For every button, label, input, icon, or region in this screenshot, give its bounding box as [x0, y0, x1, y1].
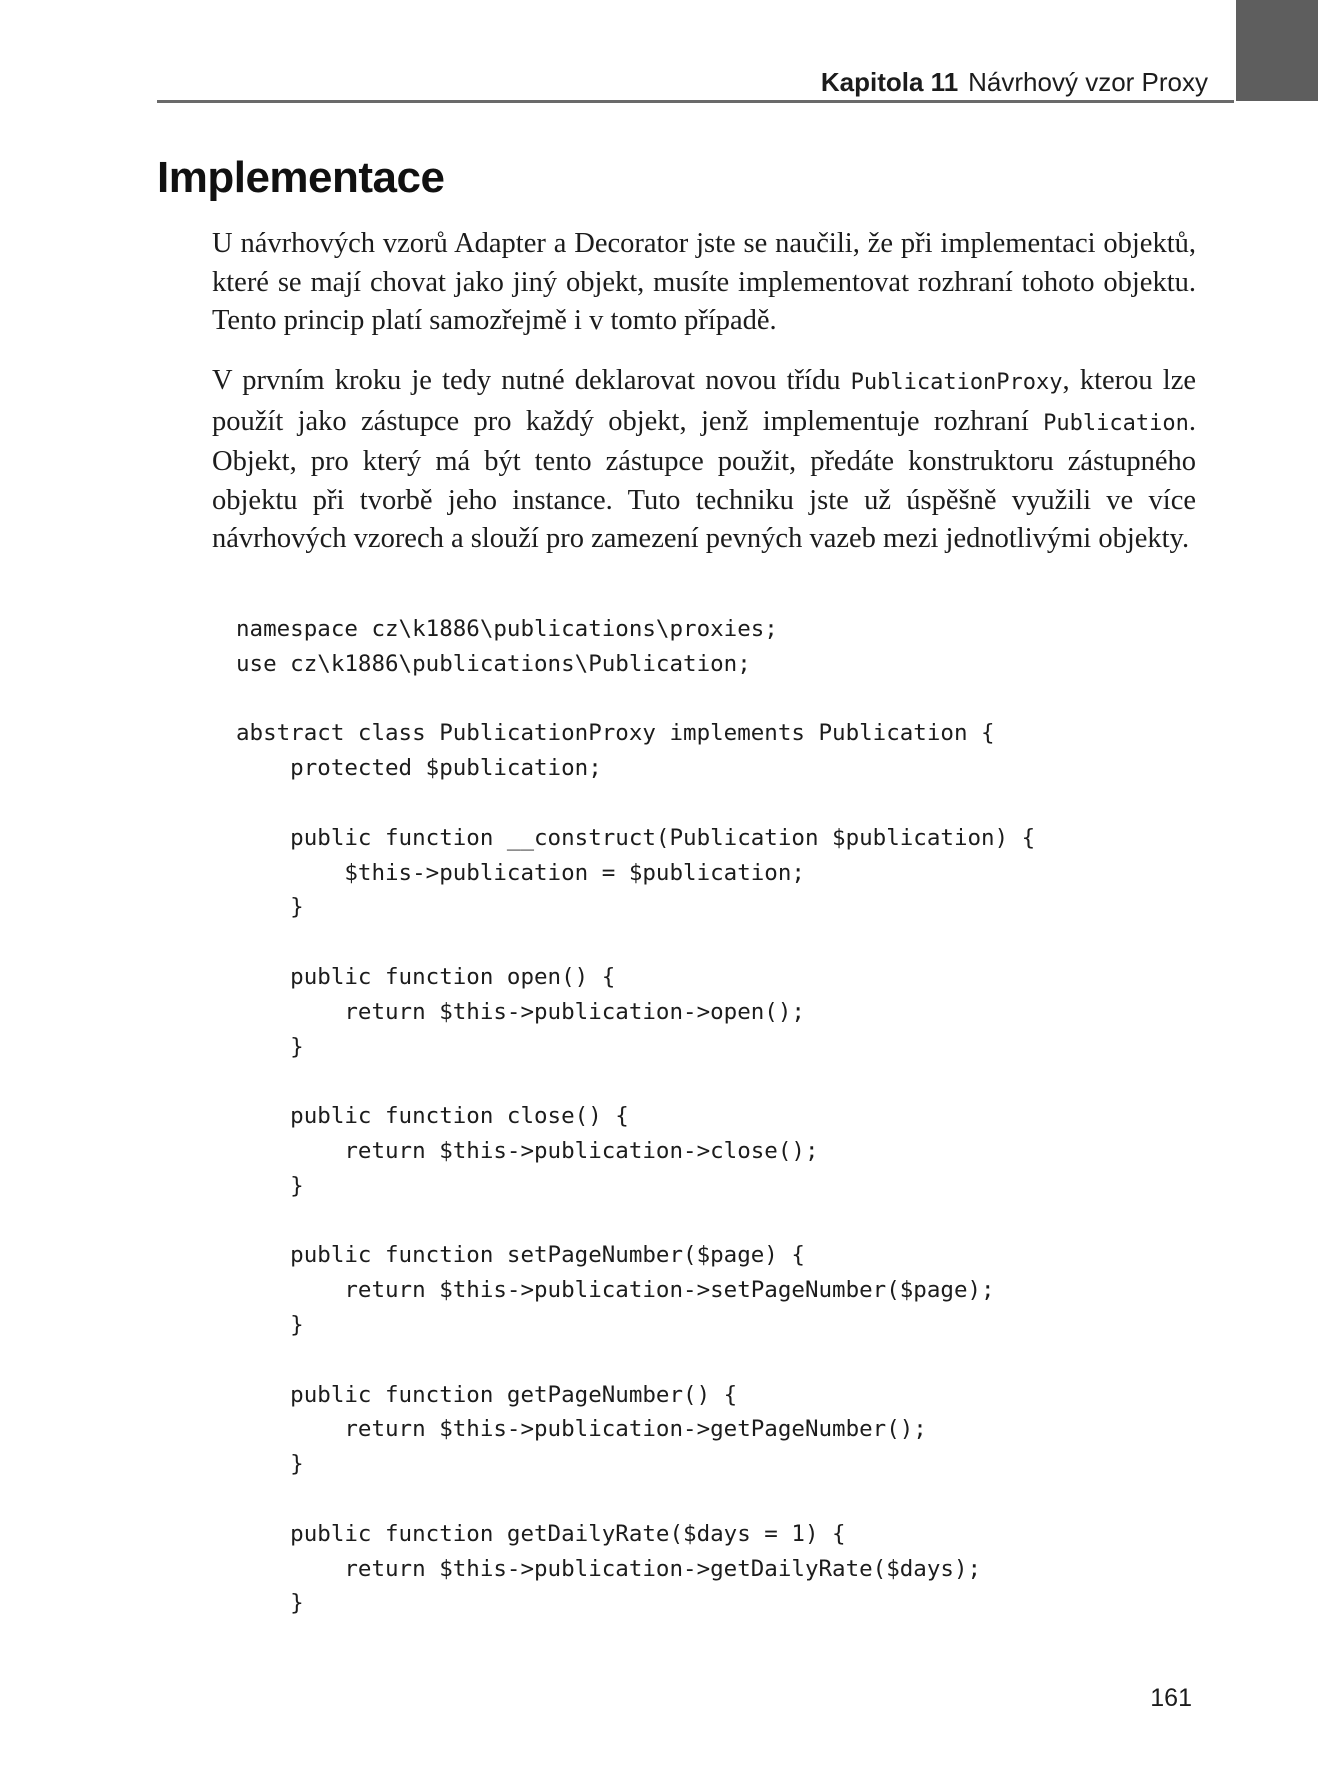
chapter-tab-marker — [1236, 0, 1318, 101]
code-line: } — [236, 1033, 304, 1060]
code-listing — [236, 612, 1035, 1621]
code-line: } — [236, 1590, 304, 1617]
code-line: return $this->publication->close(); — [236, 1137, 819, 1164]
code-line — [236, 1343, 1035, 1378]
code-line: public function getPageNumber() { — [236, 1381, 738, 1408]
header-text — [821, 67, 1208, 98]
code-line — [236, 786, 1035, 821]
header-title: Návrhový vzor Proxy — [968, 67, 1208, 97]
code-line: } — [236, 1172, 304, 1199]
paragraph-2-text: . Objekt, pro který má být tento zástupce použit, předáte konstruktoru zástupného objektu při tvorbě jeho instance. Tuto techniku jste už úspěšně využili ve více návrhových vzorech a slouží pro zamezení pevných vazeb mezi jednotlivými objekty. — [212, 405, 1196, 554]
code-line — [236, 682, 1035, 717]
code-line: namespace cz\k1886\publications\proxies; — [236, 616, 778, 642]
header-chapter: Kapitola 11 — [820, 67, 959, 97]
code-line — [236, 1204, 1035, 1239]
code-line — [236, 925, 1035, 960]
code-line: } — [236, 1311, 304, 1338]
code-line: $this->publication = $publication; — [236, 859, 805, 886]
code-line: return $this->publication->open(); — [236, 998, 805, 1025]
code-line: public function setPageNumber($page) { — [236, 1242, 805, 1269]
code-line: protected $publication; — [236, 755, 602, 782]
code-line: public function close() { — [236, 1103, 629, 1130]
running-header — [157, 64, 1234, 103]
code-line: abstract class PublicationProxy implements Publication { — [236, 720, 995, 747]
code-line: } — [236, 894, 304, 921]
paragraph-1: U návrhových vzorů Adapter a Decorator jste se naučili, že při implementaci objektů, které se mají chovat jako jiný objekt, musíte implementovat rozhraní tohoto objektu. Tento princip platí samozřejmě i v tomto případě. — [212, 228, 1196, 336]
code-line: return $this->publication->getDailyRate($days); — [236, 1555, 982, 1582]
code-line: public function open() { — [236, 963, 616, 990]
code-line: } — [236, 1451, 304, 1478]
section-title: Implementace — [157, 153, 445, 202]
code-line: use cz\k1886\publications\Publication; — [236, 650, 751, 677]
paragraph-2-text: V prvním kroku je tedy nutné deklarovat novou třídu — [212, 365, 851, 396]
code-line — [236, 1064, 1035, 1099]
inline-code-class-name: PublicationProxy — [850, 370, 1063, 395]
code-line: public function getDailyRate($days = 1) { — [236, 1520, 846, 1547]
code-line: return $this->publication->setPageNumber($page); — [236, 1277, 995, 1304]
paragraph-2-text: , kterou lze použít jako zástupce pro každý objekt, jenž implementuje rozhraní — [212, 365, 1196, 437]
page-number: 161 — [1150, 1684, 1192, 1712]
inline-code-interface-name: Publication — [1043, 410, 1189, 436]
code-line — [236, 1482, 1035, 1517]
code-line: return $this->publication->getPageNumber(); — [236, 1416, 927, 1443]
paragraph-2 — [212, 362, 1196, 559]
code-line: public function __construct(Publication $publication) { — [236, 824, 1036, 851]
